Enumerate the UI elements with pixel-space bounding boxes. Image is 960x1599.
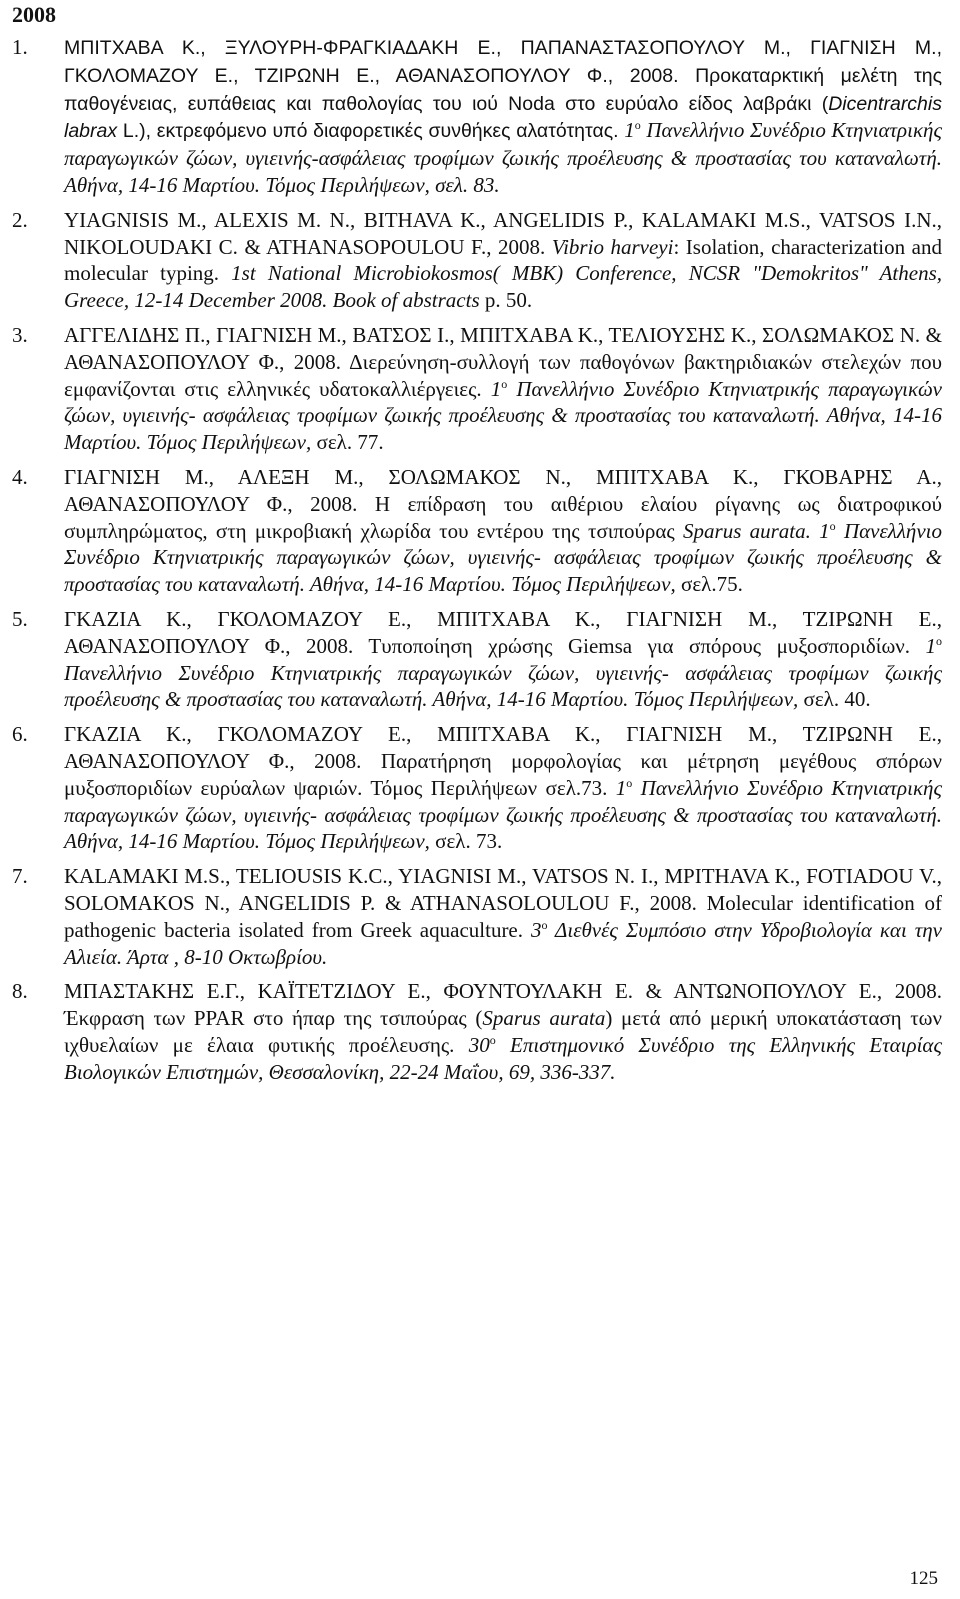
reference-segment: Sparus aurata — [482, 1006, 606, 1031]
reference-item — [12, 863, 942, 970]
reference-text — [64, 863, 942, 970]
reference-segment: 30 — [468, 1032, 490, 1057]
reference-text — [64, 606, 942, 713]
reference-segment: : Isolation, characterization and molecular typing. — [64, 234, 942, 286]
reference-segment: Sparus aurata. — [683, 518, 811, 543]
page-number: 125 — [909, 1568, 938, 1589]
reference-segment: 1 — [615, 775, 627, 800]
reference-segment: ο — [829, 518, 836, 533]
reference-segment: p. 50. — [479, 288, 533, 313]
reference-list — [12, 34, 942, 1093]
reference-segment: σελ. 73. — [429, 829, 503, 854]
reference-segment: 1 — [925, 633, 936, 658]
reference-item — [12, 464, 942, 598]
reference-segment: Πανελλήνιο Συνέδριο Κτηνιατρικής παραγωγικών ζώων, υγιεινής- ασφάλειας τροφίμων ζωικής προέλευσης & προστασίας του καταναλωτή. Αθήνα, 14-16 Μαρτίου. Τόμος Περιλήψεων, — [64, 775, 942, 854]
reference-segment: ΑΓΓΕΛΙΔΗΣ Π., ΓΙΑΓΝΙΣΗ Μ., ΒΑΤΣΟΣ Ι., ΜΠΙΤΧΑΒΑ Κ., ΤΕΛΙΟΥΣΗΣ Κ., ΣΟΛΩΜΑΚΟΣ Ν. & ΑΘΑΝΑΣΟΠΟΥΛΟΥ Φ., 2008. Διερεύνηση-συλλογή των παθογόνων βακτηριδιακών στελεχών που εμφανίζονται στις ελληνικές υδατοκαλλιέργειες. — [64, 322, 942, 401]
reference-item — [12, 606, 942, 713]
reference-segment: 1 — [624, 118, 635, 143]
reference-item — [12, 207, 942, 314]
reference-segment: ο — [634, 118, 641, 133]
reference-segment: ΓΙΑΓΝΙΣΗ Μ., ΑΛΕΞΗ Μ., ΣΟΛΩΜΑΚΟΣ Ν., ΜΠΙΤΧΑΒΑ Κ., ΓΚΟΒΑΡΗΣ Α., ΑΘΑΝΑΣΟΠΟΥΛΟΥ Φ., 2008. Η επίδραση του αιθέριου ελαίου ρίγανης ως διατροφικού συμπληρώματος, στη μικροβιακή χλωρίδα του εντέρου της τσιπούρας — [64, 464, 942, 543]
reference-item — [12, 978, 942, 1085]
reference-text — [64, 34, 942, 199]
reference-number: 3. — [12, 322, 28, 347]
reference-segment: 3 — [530, 917, 542, 942]
reference-segment: ΜΠΑΣΤΑΚΗΣ Ε.Γ., ΚΑΪΤΕΤΖΙΔΟΥ Ε., ΦΟΥΝΤΟΥΛΑΚΗ Ε. & ΑΝΤΩΝΟΠΟΥΛΟΥ Ε., 2008. Έκφραση των PPAR στο ήπαρ της τσιπούρας ( — [64, 979, 942, 1031]
reference-segment: ΓΚΑΖΙΑ Κ., ΓΚΟΛΟΜΑΖΟΥ Ε., ΜΠΙΤΧΑΒΑ Κ., ΓΙΑΓΝΙΣΗ Μ., ΤΖΙΡΩΝΗ Ε., ΑΘΑΝΑΣΟΠΟΥΛΟΥ Φ., 2008. Τυποποίηση χρώσης Giemsa για σπόρους μυξοσποριδίων. — [64, 606, 942, 658]
reference-segment: ο — [936, 633, 942, 648]
reference-number: 1. — [12, 35, 28, 59]
reference-segment: ο — [489, 1032, 496, 1047]
reference-segment: Vibrio harveyi — [551, 234, 674, 259]
reference-segment: Πανελλήνιο Συνέδριο Κτηνιατρικής παραγωγικών ζώων, υγιεινής- ασφάλειας τροφίμων ζωικής προέλευσης & προστασίας του καταναλωτή. Αθήνα, 14-16 Μαρτίου. Τόμος Περιλήψεων, — [64, 518, 942, 597]
reference-segment: σελ. 40. — [798, 687, 871, 712]
reference-text — [64, 464, 942, 598]
reference-segment: ο — [501, 376, 508, 391]
reference-segment: Πανελλήνιο Συνέδριο Κτηνιατρικής παραγωγικών ζώων, υγιεινής- ασφάλειας τροφίμων ζωικής προέλευσης & προστασίας του καταναλωτή. Αθήνα, 14-16 Μαρτίου. Τόμος Περιλήψεων, — [64, 660, 942, 712]
reference-segment: 1 — [819, 518, 830, 543]
reference-segment: Dicentrarchis labrax — [64, 92, 942, 143]
reference-text — [64, 207, 942, 314]
reference-segment — [811, 519, 819, 543]
reference-segment: ο — [626, 775, 633, 790]
reference-segment: 1 — [490, 376, 502, 401]
reference-segment: ο — [541, 917, 548, 932]
reference-segment: Πανελλήνιο Συνέδριο Κτηνιατρικής παραγωγικών ζώων, υγιεινής- ασφάλειας τροφίμων ζωικής προέλευσης & προστασίας του καταναλωτή. Αθήνα, 14-16 Μαρτίου. Τόμος Περιλήψεων, — [64, 376, 942, 455]
reference-number: 7. — [12, 864, 28, 889]
reference-segment: σελ.75. — [675, 572, 743, 597]
reference-text — [64, 978, 942, 1085]
reference-segment: Διεθνές Συμπόσιο στην Υδροβιολογία και την Αλιεία. Άρτα , 8-10 Οκτωβρίου. — [64, 917, 942, 969]
reference-segment: Πανελλήνιο Συνέδριο Κτηνιατρικής παραγωγικών ζώων, υγιεινής-ασφάλειας τροφίμων ζωικής προέλευσης & προστασίας του καταναλωτή. Αθήνα, 14-16 Μαρτίου. Τόμος Περιλήψεων, σελ. 83. — [64, 118, 942, 197]
reference-segment: 1st National Microbiokosmos( MBK) Conference, NCSR "Demokritos" Athens, Greece, 12-14 December 2008. Book of abstracts — [64, 261, 942, 313]
reference-item — [12, 322, 942, 456]
reference-segment: σελ. 77. — [311, 430, 384, 455]
reference-segment: ΓΚΑΖΙΑ Κ., ΓΚΟΛΟΜΑΖΟΥ Ε., ΜΠΙΤΧΑΒΑ Κ., ΓΙΑΓΝΙΣΗ Μ., ΤΖΙΡΩΝΗ Ε., ΑΘΑΝΑΣΟΠΟΥΛΟΥ Φ., 2008. Παρατήρηση μορφολογίας και μέτρηση μεγέθους σπόρων μυξοσποριδίων ευρύαλων ψαριών. Τόμος Περιλήψεων σελ.73. — [64, 722, 942, 800]
reference-segment: ) μετά από μερική υποκατάσταση των ιχθυελαίων με έλαια φυτικής προέλευσης. — [64, 1006, 942, 1057]
reference-item — [12, 34, 942, 199]
reference-number: 5. — [12, 606, 28, 631]
reference-text — [64, 721, 942, 855]
page-heading-year: 2008 — [12, 2, 56, 27]
reference-segment: YIAGNISIS M., ALEXIS M. N., BITHAVA K., ANGELIDIS P., KALAMAKI M.S., VATSOS I.N., NIKOLOUDAKI C. & ATHANASOPOULOU F., 2008. — [64, 207, 942, 259]
reference-number: 4. — [12, 464, 28, 489]
reference-number: 6. — [12, 722, 28, 747]
reference-item — [12, 721, 942, 855]
reference-text — [64, 322, 942, 456]
reference-segment: L.), εκτρεφόμενο υπό διαφορετικές συνθήκες αλατότητας. — [117, 120, 625, 143]
reference-number: 8. — [12, 979, 28, 1004]
reference-segment: KALAMAKI M.S., TELIOUSIS K.C., YIAGNISI M., VATSOS N. I., MPITHAVA K., FOTIADOU V., SOLOMAKOS N., ANGELIDIS P. & ATHANASOLOULOU F., 2008. Molecular identification of pathogenic bacteria isolated from Greek aquaculture. — [64, 864, 942, 942]
reference-segment: ΜΠΙΤΧΑΒΑ Κ., ΞΥΛΟΥΡΗ-ΦΡΑΓΚΙΑΔΑΚΗ Ε., ΠΑΠΑΝΑΣΤΑΣΟΠΟΥΛΟΥ Μ., ΓΙΑΓΝΙΣΗ Μ., ΓΚΟΛΟΜΑΖΟΥ Ε., ΤΖΙΡΩΝΗ Ε., ΑΘΑΝΑΣΟΠΟΥΛΟΥ Φ., 2008. Προκαταρκτική μελέτη της παθογένειας, ευπάθειας και παθολογίας του ιού Noda στο ευρύαλο είδος λαβράκι ( — [64, 37, 942, 115]
reference-number: 2. — [12, 207, 28, 232]
reference-segment: Επιστημονικό Συνέδριο της Ελληνικής Εταιρίας Βιολογικών Επιστημών, Θεσσαλονίκη, 22-24 Μαΐου, 69, 336-337. — [64, 1032, 942, 1084]
